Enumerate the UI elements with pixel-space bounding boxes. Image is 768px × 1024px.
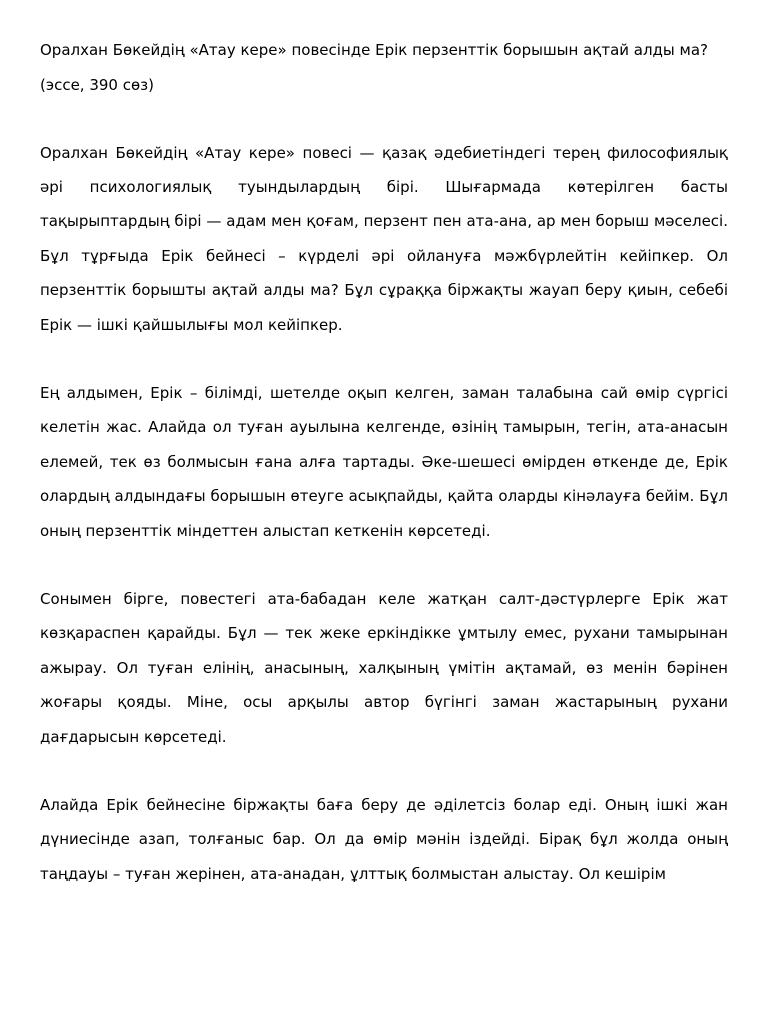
essay-title: Оралхан Бөкейдің «Атау кере» повесінде Ерік перзенттік борышын ақтай алды ма? bbox=[40, 41, 709, 59]
document-page bbox=[40, 33, 728, 891]
paragraph-3: Сонымен бірге, повестегі ата-бабадан келе жатқан салт-дәстүрлерге Ерік жат көзқараспен қарайды. Бұл — тек жеке еркіндікке ұмтылу емес, рухани тамырынан ажырау. Ол туған елінің, анасының, халқының үмітін ақтамай, өз менін бәрінен жоғары қояды. Міне, осы арқылы автор бүгінгі заман жастарының рухани дағдарысын көрсетеді. bbox=[40, 589, 728, 746]
paragraph-2: Ең алдымен, Ерік – білімді, шетелде оқып келген, заман талабына сай өмір сүргісі келетін жас. Алайда ол туған ауылына келгенде, өзінің тамырын, тегін, ата-анасын елемей, тек өз болмысын ғана алға тартады. Әке-шешесі өмірден өткенде де, Ерік олардың алдындағы борышын өтеуге асықпайды, қайта оларды кінәлауға бейім. Бұл оның перзенттік міндеттен алыстап кеткенін көрсетеді. bbox=[40, 383, 728, 540]
paragraph-4: Алайда Ерік бейнесіне біржақты баға беру де әділетсіз болар еді. Оның ішкі жан дүниесінде азап, толғаныс бар. Ол да өмір мәнін іздейді. Бірақ бұл жолда оның таңдауы – туған жерінен, ата-анадан, ұлттық болмыстан алыстау. Ол кешірім bbox=[40, 796, 728, 883]
paragraph-1: Оралхан Бөкейдің «Атау кере» повесі — қазақ әдебиетіндегі терең философиялық әрі психологиялық туындылардың бірі. Шығармада көтерілген басты тақырыптардың бірі — адам мен қоғам, перзент пен ата-ана, ар мен борыш мәселесі. Бұл тұрғыда Ерік бейнесі – күрделі әрі ойлануға мәжбүрлейтін кейіпкер. Ол перзенттік борышты ақтай алды ма? Бұл сұраққа біржақты жауап беру қиын, себебі Ерік — ішкі қайшылығы мол кейіпкер. bbox=[40, 143, 728, 334]
essay-subtitle: (эссе, 390 сөз) bbox=[40, 75, 154, 94]
